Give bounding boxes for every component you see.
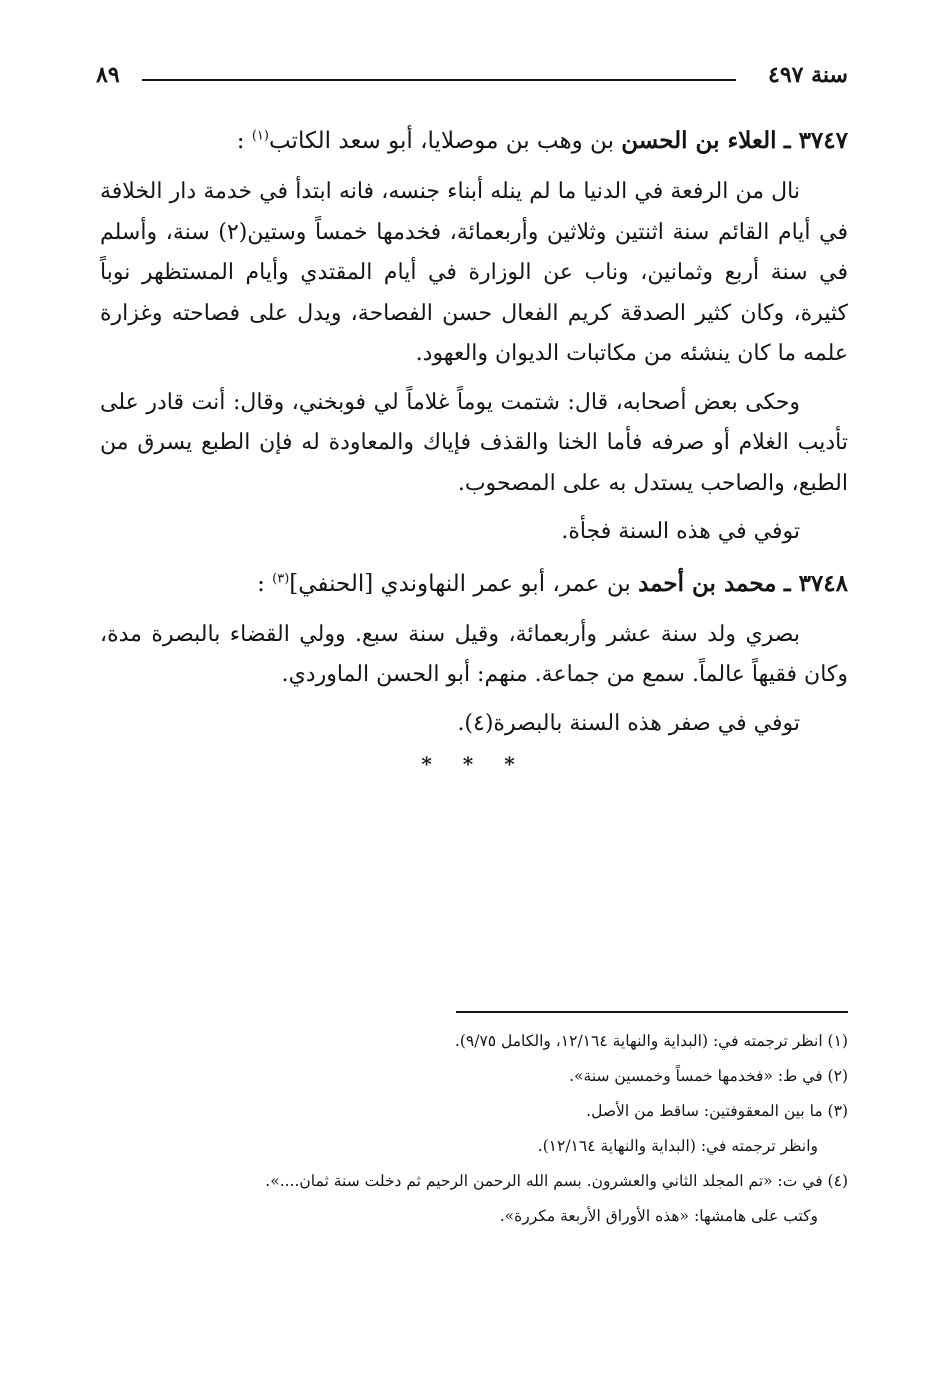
footnote-continuation: وانظر ترجمته في: (البداية والنهاية ١٢/١٦٤). xyxy=(537,1137,818,1155)
header-year: سنة ٤٩٧ xyxy=(768,62,848,88)
entry-colon: : xyxy=(236,128,245,154)
header-rule xyxy=(142,79,736,81)
footnote: (١) انظر ترجمته في: (البداية والنهاية ١٢/١٦٤، والكامل ٩/٧٥). xyxy=(454,1032,848,1050)
paragraph: توفي في صفر هذه السنة بالبصرة(٤). xyxy=(457,710,800,736)
entry-name: محمد بن أحمد xyxy=(638,569,777,597)
paragraph: بصري ولد سنة عشر وأربعمائة، وقيل سنة سبع. وولي القضاء بالبصرة مدة، وكان فقيهاً عالماً. سمع من جماعة. منهم: أبو الحسن الماوردي. xyxy=(100,621,848,687)
entry-lineage: بن وهب بن موصلايا، أبو سعد الكاتب xyxy=(268,128,614,154)
page-number: ٨٩ xyxy=(96,62,120,88)
footnote: (٣) ما بين المعقوفتين: ساقط من الأصل. xyxy=(586,1102,848,1120)
footnote-ref: (٣) xyxy=(272,570,290,586)
footnote: (٤) في ت: «تم المجلد الثاني والعشرون. بسم الله الرحمن الرحيم ثم دخلت سنة ثمان....». xyxy=(265,1172,848,1190)
entry-number: ٣٧٤٨ ـ xyxy=(783,569,848,597)
entry-name: العلاء بن الحسن xyxy=(621,127,777,154)
footnote-rule xyxy=(456,1011,848,1013)
footnotes xyxy=(140,1024,848,1234)
entry-title-3748 xyxy=(100,563,848,605)
page-body xyxy=(100,120,848,776)
footnote: (٢) في ط: «فخدمها خمساً وخمسين سنة». xyxy=(569,1067,848,1085)
paragraph: وحكى بعض أصحابه، قال: شتمت يوماً غلاماً لي فوبخني، وقال: أنت قادر على تأديب الغلام أو صرفه فأما الخنا والقذف فإياك والمعاودة له فإن الطبع يسرق من الطبع، والصاحب يستدل به على المصحوب. xyxy=(100,389,848,496)
paragraph: توفي في هذه السنة فجأة. xyxy=(561,519,800,544)
entry-lineage: بن عمر، أبو عمر النهاوندي [الحنفي] xyxy=(289,570,631,597)
footnote-ref: (١) xyxy=(251,128,269,144)
section-divider-stars: * * * xyxy=(421,752,527,776)
paragraph: نال من الرفعة في الدنيا ما لم ينله أبناء جنسه، فانه ابتدأ في خدمة دار الخلافة في أيام القائم سنة اثنتين وثلاثين وأربعمائة، فخدمها خمساً وستين(٢) سنة، وأسلم في سنة أربع وثمانين، وناب عن الوزارة في أيام المقتدي وأيام المستظهر نوباً كثيرة، وكان كثير الصدقة كريم الفعال حسن الفصاحة، ويدل على فصاحته وغزارة علمه ما كان ينشئه من مكاتبات الديوان والعهود. xyxy=(100,179,848,366)
entry-title-3747 xyxy=(100,120,848,162)
footnote-continuation: وكتب على هامشها: «هذه الأوراق الأربعة مكررة». xyxy=(499,1207,818,1225)
entry-number: ٣٧٤٧ ـ xyxy=(783,127,848,154)
running-header xyxy=(96,62,848,96)
entry-colon: : xyxy=(257,570,265,597)
